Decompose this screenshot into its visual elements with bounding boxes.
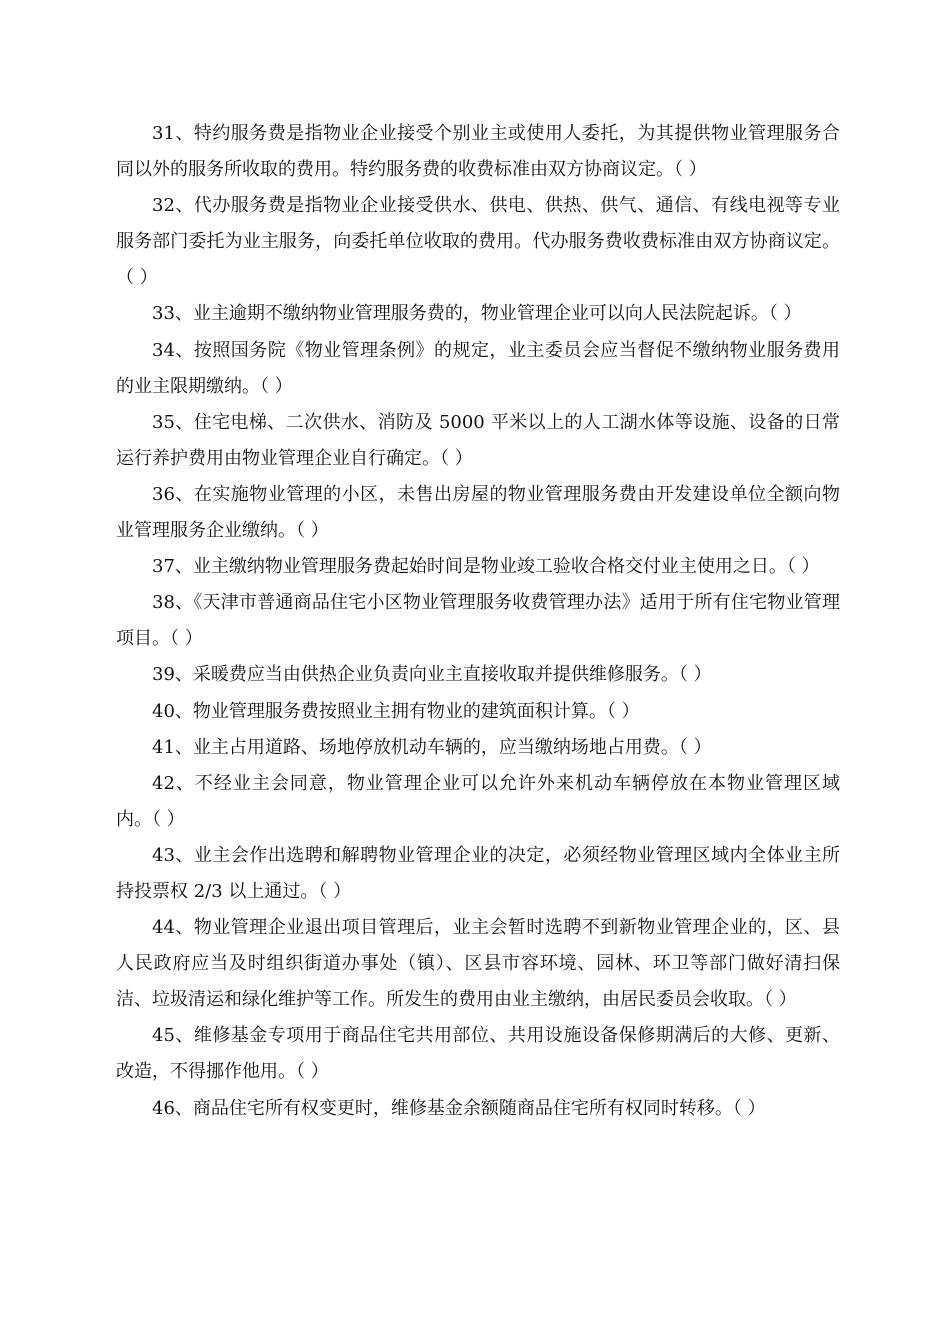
question-41: 41、业主占用道路、场地停放机动车辆的，应当缴纳场地占用费。（ ）: [152, 736, 712, 758]
question-38: 38、《天津市普通商品住宅小区物业管理服务收费管理办法》适用于所有住宅物业管理项目。（ ）: [116, 592, 840, 650]
question-list: [116, 116, 840, 1127]
question-35: 35、住宅电梯、二次供水、消防及 5000 平米以上的人工湖水体等设施、设备的日常运行养护费用由物业管理企业自行确定。（ ）: [116, 411, 840, 469]
question-45: 45、维修基金专项用于商品住宅共用部位、共用设施设备保修期满后的大修、更新、改造，不得挪作他用。（ ）: [116, 1025, 840, 1083]
question-32: 32、代办服务费是指物业企业接受供水、供电、供热、供气、通信、有线电视等专业服务部门委托为业主服务，向委托单位收取的费用。代办服务费收费标准由双方协商议定。（ ）: [116, 195, 840, 289]
question-36: 36、在实施物业管理的小区，未售出房屋的物业管理服务费由开发建设单位全额向物业管理服务企业缴纳。（ ）: [116, 483, 840, 542]
question-33: 33、业主逾期不缴纳物业管理服务费的，物业管理企业可以向人民法院起诉。（ ）: [152, 303, 802, 325]
question-37: 37、业主缴纳物业管理服务费起始时间是物业竣工验收合格交付业主使用之日。（ ）: [152, 556, 820, 578]
question-34: 34、按照国务院《物业管理条例》的规定，业主委员会应当督促不缴纳物业服务费用的业主限期缴纳。（ ）: [116, 339, 840, 397]
question-42: 42、不经业主会同意，物业管理企业可以允许外来机动车辆停放在本物业管理区域内。（ ）: [116, 772, 840, 830]
question-43: 43、业主会作出选聘和解聘物业管理企业的决定，必须经物业管理区域内全体业主所持投票权 2/3 以上通过。（ ）: [116, 844, 840, 902]
question-44: 44、物业管理企业退出项目管理后，业主会暂时选聘不到新物业管理企业的，区、县人民政府应当及时组织街道办事处（镇）、区县市容环境、园林、环卫等部门做好清扫保洁、垃圾清运和绿化维护等工作。所发生的费用由业主缴纳，由居民委员会收取。（ ）: [116, 917, 840, 1011]
question-40: 40、物业管理服务费按照业主拥有物业的建筑面积计算。（ ）: [152, 700, 640, 722]
question-39: 39、采暖费应当由供热企业负责向业主直接收取并提供维修服务。（ ）: [152, 664, 712, 686]
question-46: 46、商品住宅所有权变更时，维修基金余额随商品住宅所有权同时转移。（ ）: [152, 1097, 766, 1119]
question-31: 31、特约服务费是指物业企业接受个别业主或使用人委托，为其提供物业管理服务合同以外的服务所收取的费用。特约服务费的收费标准由双方协商议定。（ ）: [116, 123, 840, 181]
